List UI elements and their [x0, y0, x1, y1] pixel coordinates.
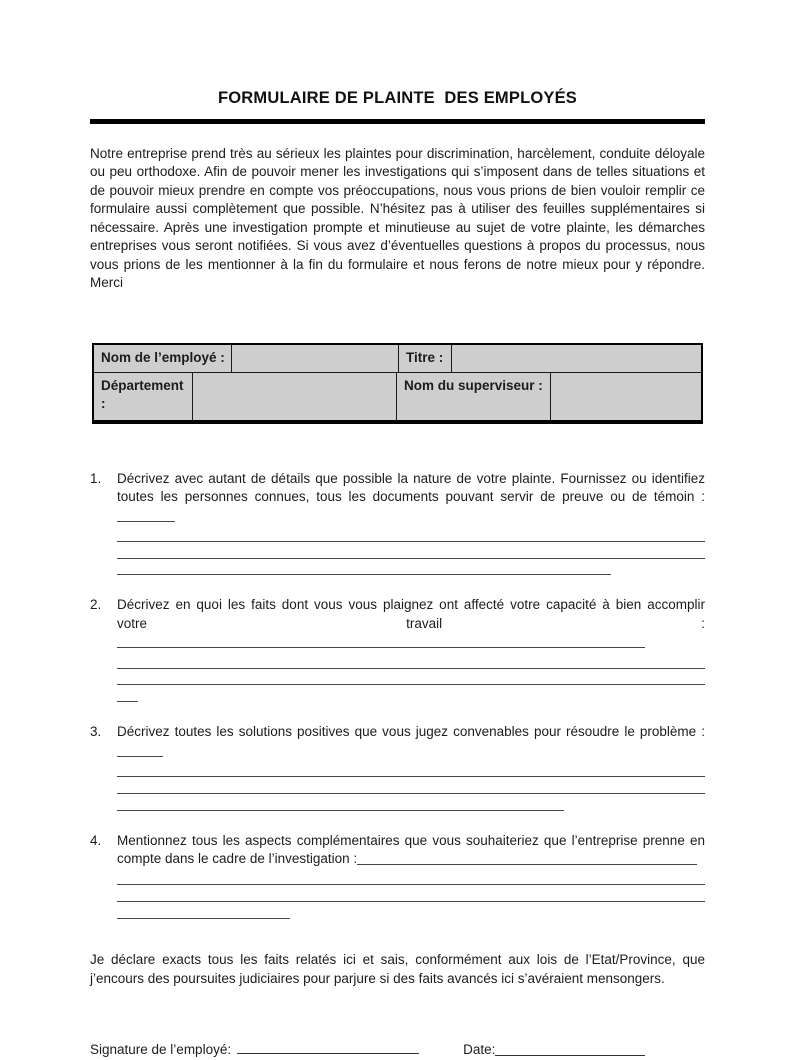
intro-paragraph: Notre entreprise prend très au sérieux les plaintes pour discrimination, harcèlement, conduite déloyale ou peu orthodoxe. Afin de pouvoir mener les investigations qui s’imposent dans de telles situations et de pouvoir mieux prendre en compte vos préoccupations, nous vous prions de bien vouloir remplir ce formulaire aussi complètement que possible. N’hésitez pas à utiliser des feuilles supplémentaires si nécessaire. Après une investigation prompte et minutieuse au sujet de votre plainte, les démarches entreprises vous seront notifiées. Si vous avez d’éventuelles questions à propos du processus, nous vous prions de les mentionner à la fin du formulaire et nous ferons de notre mieux pour y répondre. Merci — [90, 145, 705, 290]
blank-answer-line[interactable] — [117, 525, 705, 542]
blank-answer-line[interactable] — [117, 559, 611, 576]
blank-answer-line[interactable] — [117, 685, 138, 702]
question-item-1 — [90, 470, 705, 576]
declaration-paragraph: Je déclare exacts tous les faits relatés ici et sais, conformément aux lois de l’Etat/Province, que j’encours des poursuites judiciaires pour parjure si des faits avancés ici s’avéraient mensongers. — [90, 952, 705, 986]
blank-answer-line[interactable] — [117, 777, 705, 794]
blank-answer-line[interactable] — [117, 902, 290, 919]
question-number: 3. — [90, 724, 102, 740]
answer-lines — [117, 652, 705, 702]
answer-lines — [117, 760, 705, 810]
date-label: Date: — [463, 1042, 496, 1058]
answer-lines — [117, 525, 705, 575]
signature-label: Signature de l’employé: — [90, 1042, 232, 1058]
info-table-row-1 — [94, 345, 701, 373]
title-label: Titre : — [399, 345, 452, 372]
question-number: 2. — [90, 597, 102, 613]
blank-answer-line[interactable] — [117, 542, 705, 559]
question-text: Décrivez en quoi les faits dont vous vous plaignez ont affecté votre capacité à bien accomplir votre travail : — [117, 596, 705, 652]
department-field[interactable] — [193, 373, 397, 420]
question-text: Décrivez toutes les solutions positives que vous jugez convenables pour résoudre le problème : — [117, 723, 705, 760]
signature-line[interactable] — [237, 1040, 419, 1054]
department-label: Département : — [94, 373, 193, 420]
question-item-2 — [90, 596, 705, 702]
info-table-row-2 — [94, 373, 701, 420]
blank-answer-line[interactable] — [117, 652, 705, 669]
question-number: 1. — [90, 470, 102, 486]
blank-answer-line[interactable] — [117, 885, 705, 902]
blank-answer-line[interactable] — [117, 669, 705, 686]
blank-answer-line[interactable] — [117, 794, 564, 811]
blank-answer-line[interactable] — [117, 744, 163, 757]
page-title: FORMULAIRE DE PLAINTE DES EMPLOYÉS — [217, 89, 578, 107]
signature-section — [90, 1040, 705, 1060]
date-group — [463, 1041, 645, 1060]
blank-answer-line[interactable] — [357, 852, 697, 865]
blank-answer-line[interactable] — [117, 635, 645, 648]
blank-answer-line[interactable] — [117, 509, 175, 522]
answer-lines — [117, 869, 705, 919]
blank-answer-line[interactable] — [117, 869, 705, 886]
question-item-4 — [90, 832, 705, 919]
title-rule — [90, 119, 705, 124]
question-text: Mentionnez tous les aspects complémentaires que vous souhaiteriez que l’entreprise prenne en compte dans le cadre de l’investigation : — [117, 832, 705, 867]
title-field[interactable] — [452, 345, 701, 372]
question-number: 4. — [90, 832, 102, 848]
supervisor-label: Nom du superviseur : — [397, 373, 551, 420]
questions-section — [90, 470, 705, 920]
question-text: Décrivez avec autant de détails que possible la nature de votre plainte. Fournissez ou identifiez toutes les personnes connues, tous les documents pouvant servir de preuve ou de témoin : — [117, 470, 705, 526]
date-line[interactable] — [495, 1042, 645, 1056]
employee-name-label: Nom de l’employé : — [94, 345, 232, 372]
employee-info-table — [92, 343, 703, 424]
blank-answer-line[interactable] — [117, 760, 705, 777]
question-item-3 — [90, 723, 705, 810]
employee-name-field[interactable] — [232, 345, 399, 372]
supervisor-field[interactable] — [551, 373, 701, 420]
